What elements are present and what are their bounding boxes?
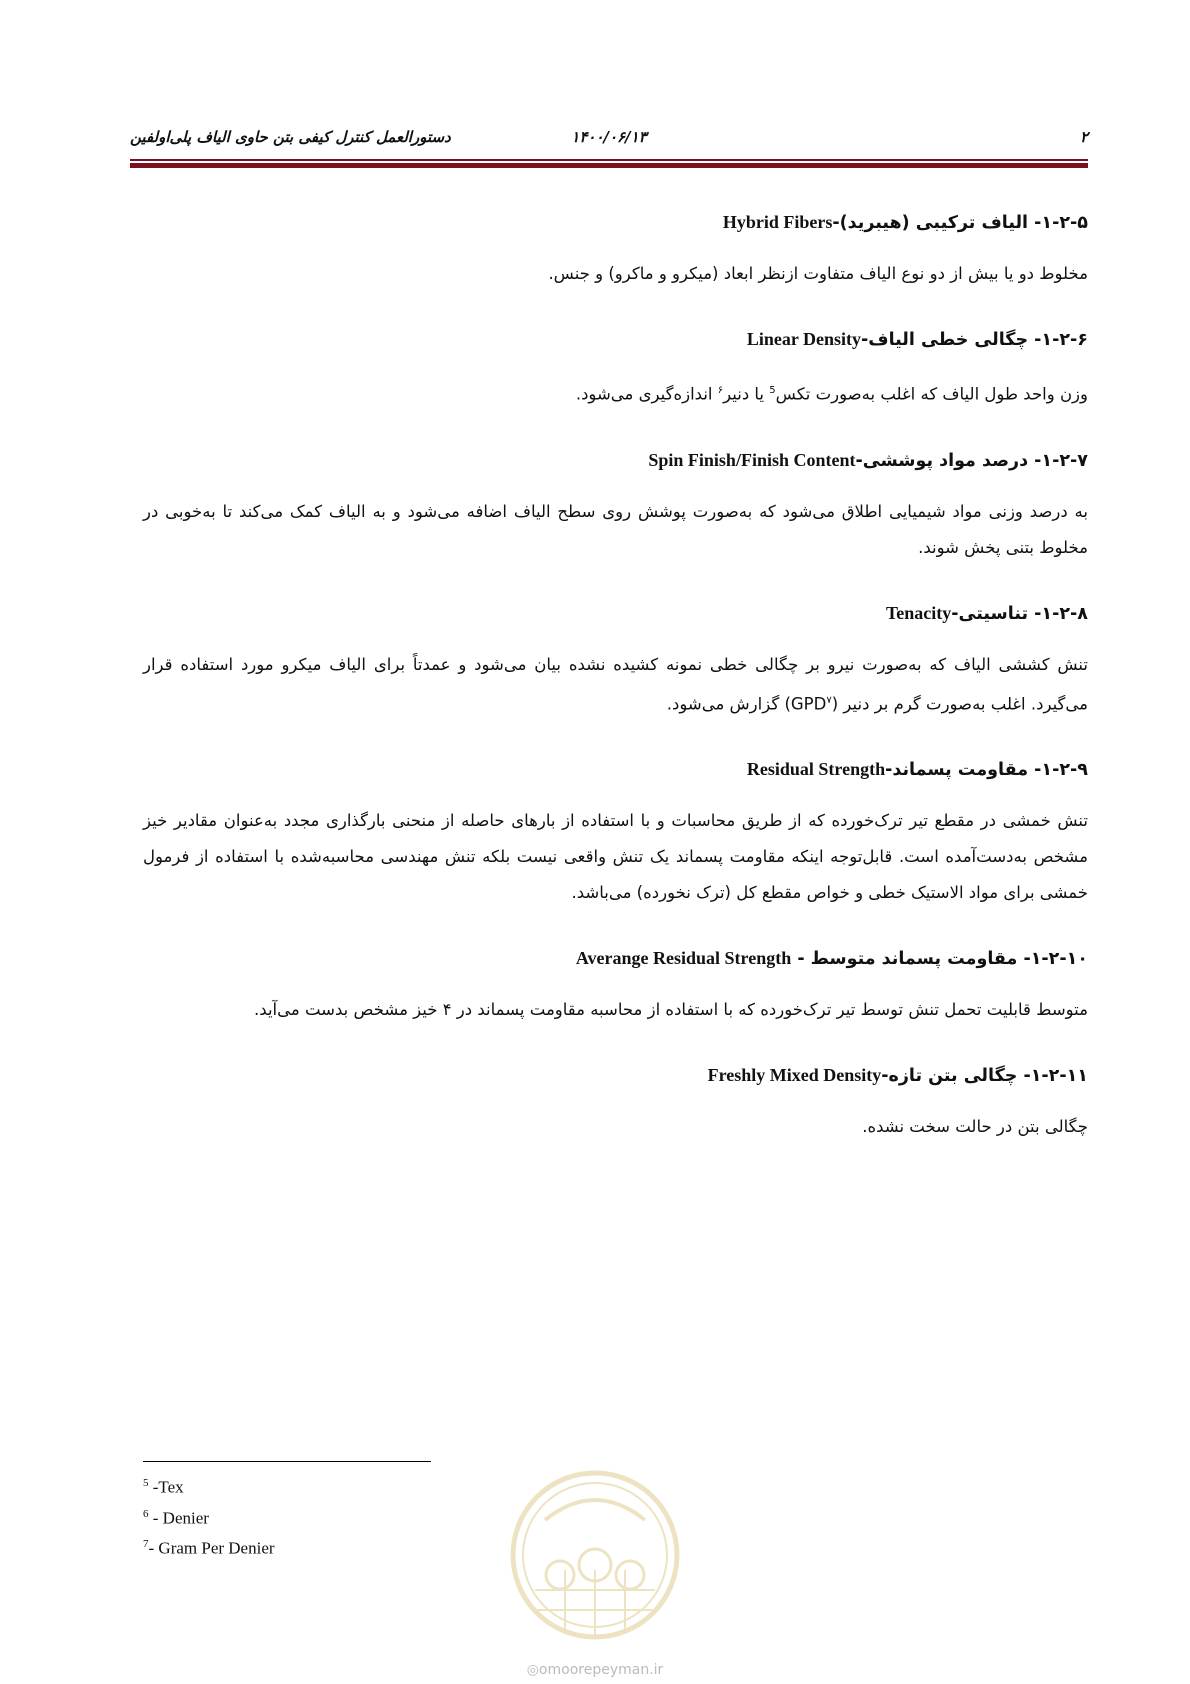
- section-number: ۱-۲-۱۰-: [1023, 949, 1088, 969]
- section-number: ۱-۲-۶-: [1034, 330, 1088, 350]
- section-number: ۱-۲-۸-: [1034, 603, 1088, 624]
- body-text: وزن واحد طول الیاف که اغلب به‌صورت تکس: [775, 384, 1088, 404]
- footnote-text: - Denier: [148, 1508, 209, 1528]
- section-title-en: Hybrid Fibers: [722, 212, 833, 232]
- section-heading: [143, 322, 1088, 357]
- header-rule-thin: [130, 159, 1088, 161]
- section-heading: [143, 941, 1088, 976]
- footnote-number: 7: [143, 1538, 149, 1551]
- section-body: چگالی بتن در حالت سخت نشده.: [862, 1117, 1088, 1136]
- body-text: ) گزارش می‌شود.: [666, 694, 791, 713]
- section-title-en: Averange Residual Strength: [575, 948, 792, 968]
- document-title: دستورالعمل کنترل کیفی بتن حاوی الیاف پلی‌اولفین: [130, 128, 451, 146]
- watermark-logo: [505, 1460, 685, 1660]
- section-body: مخلوط دو یا بیش از دو نوع الیاف متفاوت ازنظر ابعاد (میکرو و ماکرو) و جنس.: [548, 264, 1088, 283]
- section-title-en: Spin Finish/Finish Content: [648, 449, 856, 470]
- body-text: تنش کششی الیاف که به‌صورت نیرو بر چگالی خطی نمونه کشیده نشده بیان می‌شود و عمدتاً برای الیاف میکرو مورد استفاده قرار می‌گیرد. اغلب به‌صورت گرم بر دنیر (GPD: [143, 654, 1088, 713]
- section-heading: [143, 596, 1088, 631]
- section-title-en: Freshly Mixed Density: [707, 1065, 882, 1085]
- footnote-separator: [143, 1461, 431, 1462]
- section-title-fa: تناسیتی-: [951, 603, 1029, 624]
- section-body: به درصد وزنی مواد شیمیایی اطلاق می‌شود که به‌صورت پوشش روی سطح الیاف اضافه می‌شود و به الیاف کمک می‌کند تا به‌خوبی در مخلوط بتنی پخش شوند.: [143, 501, 1088, 557]
- section-title-fa: مقاومت پسماند-: [885, 760, 1029, 780]
- section-title-en: Linear Density: [746, 329, 861, 349]
- section-heading: [143, 1058, 1088, 1093]
- section-body: [143, 373, 1088, 413]
- header-rule-thick: [130, 163, 1088, 168]
- section-heading: [143, 752, 1088, 787]
- footnote-number: 6: [143, 1507, 149, 1520]
- watermark-url-text: omoorepeyman.ir: [538, 1662, 664, 1678]
- section-heading: [143, 205, 1088, 240]
- section-number: ۱-۲-۹-: [1034, 760, 1088, 780]
- section-number: ۱-۲-۱۱-: [1023, 1066, 1088, 1086]
- body-text: یا دنیر: [723, 384, 770, 404]
- footnote: [143, 1501, 275, 1532]
- section-number: ۱-۲-۷-: [1034, 450, 1088, 471]
- page-number: ۲: [1079, 128, 1088, 146]
- section-heading: [143, 443, 1088, 478]
- document-body: [143, 205, 1088, 1175]
- section-title-fa: درصد مواد پوششی-: [855, 450, 1029, 471]
- section-title-fa: چگالی خطی الیاف-: [861, 330, 1029, 350]
- section-body: متوسط قابلیت تحمل تنش توسط تیر ترک‌خورده که با استفاده از محاسبه مقاومت پسماند در ۴ خیز مشخص بدست می‌آید.: [254, 1000, 1088, 1019]
- section-body: [143, 647, 1088, 723]
- section-title-en: Residual Strength: [746, 759, 886, 779]
- body-text: اندازه‌گیری می‌شود.: [575, 384, 718, 404]
- footnote: [143, 1531, 275, 1562]
- watermark-url: ◎omoorepeyman.ir: [526, 1662, 664, 1678]
- footnote: [143, 1470, 275, 1501]
- footnotes: [143, 1470, 275, 1562]
- section-body: تنش خمشی در مقطع تیر ترک‌خورده که از طریق محاسبات و با استفاده از بارهای حاصله از منحنی بارگذاری مجدد به‌عنوان مقادیر خیز مشخص به‌دست‌آمده است. قابل‌توجه اینکه مقاومت پسماند یک تنش واقعی نیست بلکه تنش مهندسی محاسبه‌شده با استفاده از فرمول خمشی برای مواد الاستیک خطی و خواص مقطع کل (ترک نخورده) می‌باشد.: [143, 811, 1088, 902]
- section-title-fa: چگالی بتن تازه-: [881, 1066, 1018, 1086]
- footnote-number: 5: [143, 1477, 149, 1489]
- section-title-fa: مقاومت پسماند متوسط -: [791, 949, 1018, 969]
- footnote-ref: ۷: [826, 694, 832, 706]
- section-title-en: Tenacity: [885, 602, 952, 623]
- page-header: [130, 128, 1088, 154]
- footnote-ref: 5: [769, 385, 776, 396]
- section-number: ۱-۲-۵-: [1034, 213, 1088, 233]
- header-date: ۱۴۰۰/۰۶/۱۳: [571, 128, 647, 146]
- footnote-text: -Tex: [148, 1477, 184, 1497]
- section-title-fa: الیاف ترکیبی (هیبرید)-: [832, 213, 1029, 233]
- footnote-text: - Gram Per Denier: [148, 1538, 275, 1558]
- footnote-ref: ۶: [717, 385, 724, 396]
